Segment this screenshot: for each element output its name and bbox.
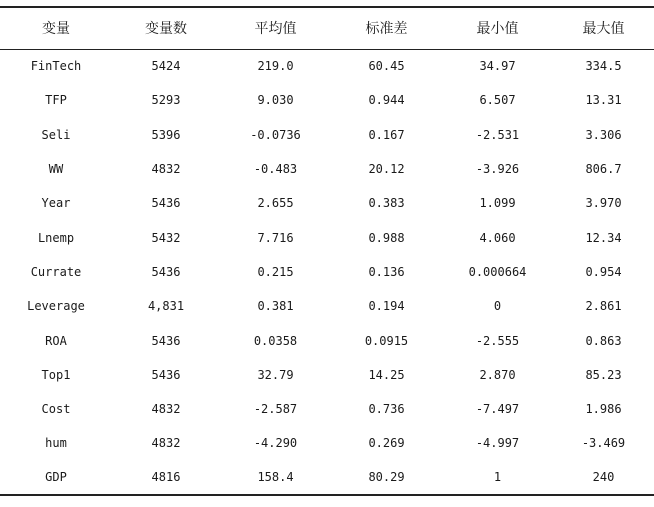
cell-count: 4832 <box>151 436 181 451</box>
cell-max: 806.7 <box>585 162 622 177</box>
cell-std-dev: 0.383 <box>368 196 405 211</box>
cell-std-dev: 0.269 <box>368 436 405 451</box>
cell-count: 5436 <box>151 367 181 382</box>
cell-std-dev: 80.29 <box>331 461 442 495</box>
table-row <box>0 83 654 117</box>
table-row <box>0 323 654 357</box>
table-row <box>0 358 654 392</box>
cell-max: 2.861 <box>585 299 622 314</box>
cell-count: 5432 <box>151 230 181 245</box>
cell-variable: Lnemp <box>37 230 75 245</box>
cell-std-dev: 0.167 <box>368 127 405 142</box>
cell-count: 5396 <box>151 127 181 142</box>
cell-std-dev: 60.45 <box>368 59 405 74</box>
cell-count: 4832 <box>151 162 181 177</box>
cell-mean: 0.0358 <box>253 333 298 348</box>
cell-variable: TFP <box>45 93 67 108</box>
cell-mean: -2.587 <box>253 402 298 417</box>
cell-mean: 7.716 <box>257 230 294 245</box>
cell-std-dev: 0.944 <box>368 93 405 108</box>
cell-count: 5424 <box>151 59 181 74</box>
descriptive-statistics-table <box>0 6 654 496</box>
table-row <box>0 255 654 289</box>
cell-max: 85.23 <box>585 367 622 382</box>
cell-std-dev: 0.194 <box>368 299 405 314</box>
cell-min: 0 <box>493 299 502 314</box>
cell-variable: FinTech <box>30 59 82 74</box>
table-row <box>0 152 654 186</box>
cell-mean: -0.0736 <box>250 127 301 142</box>
cell-min: 0.000664 <box>468 264 527 279</box>
header-min: 最小值 <box>442 7 553 49</box>
cell-min: -4.997 <box>475 436 520 451</box>
header-mean: 平均值 <box>220 7 331 49</box>
cell-max: 334.5 <box>585 59 622 74</box>
cell-std-dev: 0.0915 <box>364 333 409 348</box>
cell-mean: -4.290 <box>253 436 298 451</box>
cell-min: 4.060 <box>479 230 516 245</box>
cell-count: 5436 <box>151 333 181 348</box>
cell-count: 4832 <box>151 402 181 417</box>
cell-max: 0.954 <box>585 264 622 279</box>
cell-max: 3.970 <box>585 196 622 211</box>
table-header <box>0 7 654 49</box>
cell-mean: 0.381 <box>257 299 294 314</box>
cell-mean: 158.4 <box>220 461 331 495</box>
cell-std-dev: 0.136 <box>368 264 405 279</box>
header-max: 最大值 <box>553 7 654 49</box>
cell-min: 2.870 <box>479 367 516 382</box>
table-row <box>0 186 654 220</box>
cell-min: -2.531 <box>475 127 520 142</box>
cell-variable: GDP <box>0 461 112 495</box>
cell-variable: Cost <box>41 402 71 417</box>
table-row <box>0 426 654 460</box>
cell-max: 3.306 <box>585 127 622 142</box>
cell-mean: 2.655 <box>257 196 294 211</box>
cell-max: 0.863 <box>585 333 622 348</box>
table-row <box>0 118 654 152</box>
cell-variable: Top1 <box>41 367 71 382</box>
table-row <box>0 461 654 495</box>
cell-std-dev: 0.988 <box>368 230 405 245</box>
cell-min: 1 <box>442 461 553 495</box>
cell-variable: hum <box>45 436 67 451</box>
cell-max: 240 <box>553 461 654 495</box>
cell-count: 5436 <box>151 196 181 211</box>
header-count: 变量数 <box>112 7 220 49</box>
cell-max: 13.31 <box>585 93 622 108</box>
cell-min: 6.507 <box>479 93 516 108</box>
cell-mean: 9.030 <box>257 93 294 108</box>
cell-std-dev: 0.736 <box>368 402 405 417</box>
cell-max: 1.986 <box>585 402 622 417</box>
cell-variable: WW <box>48 162 64 177</box>
cell-variable: Currate <box>30 264 82 279</box>
header-std-dev: 标准差 <box>331 7 442 49</box>
cell-min: 1.099 <box>479 196 516 211</box>
cell-count: 4816 <box>112 461 220 495</box>
cell-mean: 0.215 <box>257 264 294 279</box>
table-row <box>0 220 654 254</box>
cell-mean: 219.0 <box>257 59 294 74</box>
cell-variable: ROA <box>45 333 67 348</box>
cell-variable: Seli <box>41 127 71 142</box>
header-variable: 变量 <box>0 7 112 49</box>
cell-std-dev: 14.25 <box>368 367 405 382</box>
cell-max: 12.34 <box>585 230 622 245</box>
cell-variable: Leverage <box>27 299 85 314</box>
cell-std-dev: 20.12 <box>368 162 405 177</box>
table-row <box>0 289 654 323</box>
cell-mean: -0.483 <box>253 162 298 177</box>
cell-variable: Year <box>41 196 71 211</box>
table-row <box>0 392 654 426</box>
cell-count: 5293 <box>151 93 181 108</box>
cell-mean: 32.79 <box>257 367 294 382</box>
cell-count: 4,831 <box>147 299 185 314</box>
table-row <box>0 49 654 83</box>
cell-count: 5436 <box>151 264 181 279</box>
cell-min: -3.926 <box>475 162 520 177</box>
cell-min: -2.555 <box>475 333 520 348</box>
cell-min: 34.97 <box>479 59 516 74</box>
table-body <box>0 49 654 495</box>
cell-min: -7.497 <box>475 402 520 417</box>
header-row <box>0 7 654 49</box>
cell-max: -3.469 <box>581 436 626 451</box>
